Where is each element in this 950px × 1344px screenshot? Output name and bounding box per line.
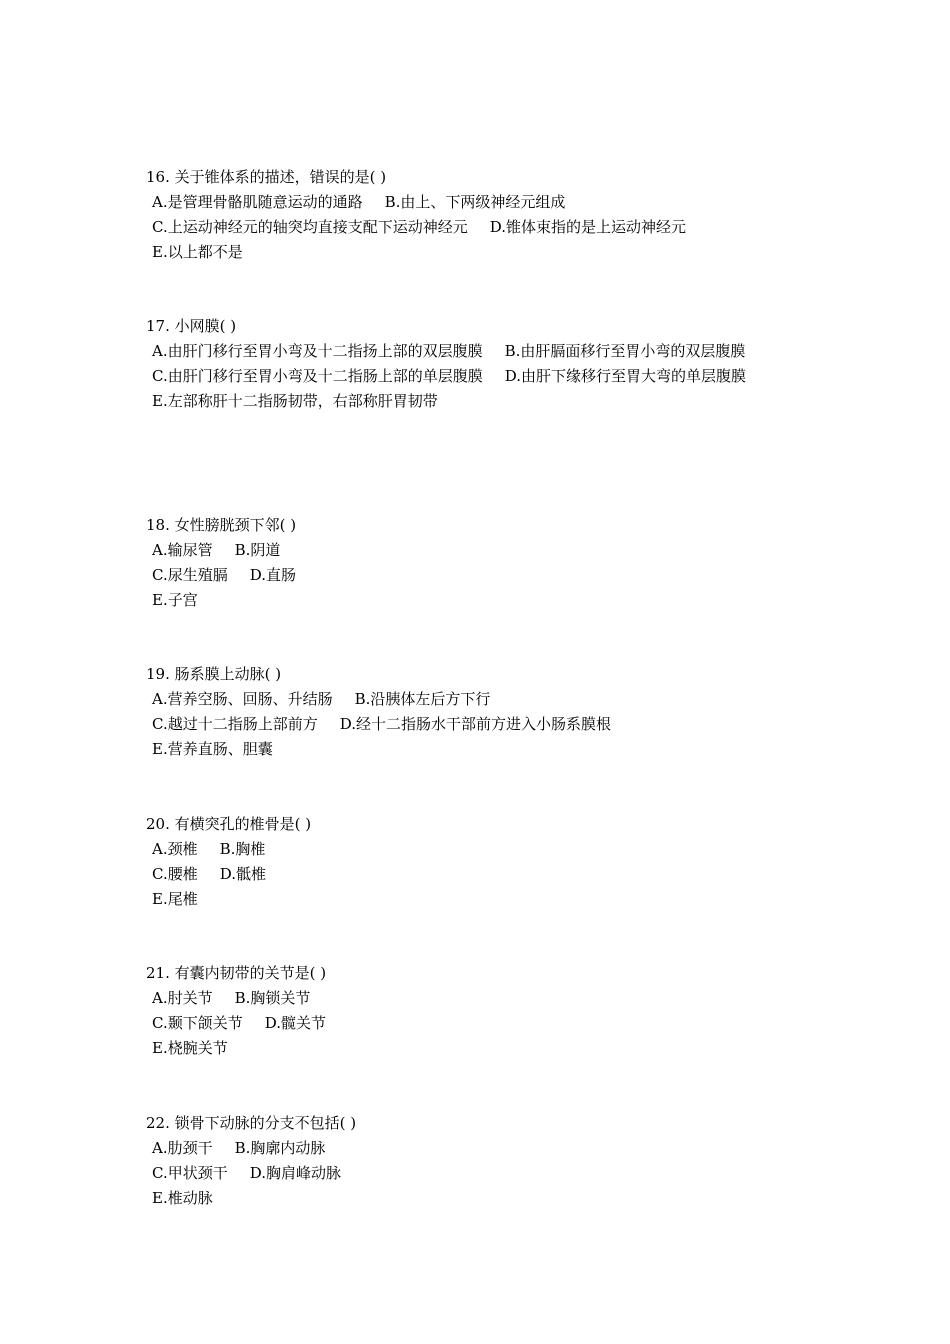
option-b: B.由肝膈面移行至胃小弯的双层腹膜: [504, 342, 746, 360]
option-line: [146, 887, 826, 912]
option-e: E.左部称肝十二指肠韧带，右部称肝胃韧带: [152, 392, 438, 410]
option-b: B.由上、下两级神经元组成: [384, 193, 566, 211]
option-e: E.营养直肠、胆囊: [152, 740, 273, 758]
option-line: [146, 737, 826, 762]
option-c: C.甲状颈干: [152, 1164, 228, 1182]
option-line: [146, 190, 826, 215]
option-b: B.胸椎: [219, 840, 266, 858]
question-17: [146, 314, 826, 414]
option-d: D.经十二指肠水干部前方进入小肠系膜根: [339, 715, 611, 733]
question-18: [146, 513, 826, 613]
option-line: [146, 389, 826, 414]
option-a: A.输尿管: [152, 541, 213, 559]
option-line: [146, 1036, 826, 1061]
option-d: D.胸肩峰动脉: [249, 1164, 341, 1182]
option-line: [146, 837, 826, 862]
option-e: E.尾椎: [152, 890, 198, 908]
option-b: B.沿胰体左后方下行: [354, 690, 491, 708]
question-title: 21. 有囊内韧带的关节是( ): [146, 964, 327, 982]
option-d: D.由肝下缘移行至胃大弯的单层腹膜: [504, 367, 746, 385]
option-c: C.腰椎: [152, 865, 198, 883]
option-c: C.上运动神经元的轴突均直接支配下运动神经元: [152, 218, 468, 236]
option-a: A.由肝门移行至胃小弯及十二指扬上部的双层腹膜: [152, 342, 483, 360]
option-a: A.营养空肠、回肠、升结肠: [152, 690, 333, 708]
option-line: [146, 339, 826, 364]
option-line: [146, 986, 826, 1011]
option-a: A.肋颈干: [152, 1139, 213, 1157]
option-e: E.桡腕关节: [152, 1039, 228, 1057]
question-title: 18. 女性膀胱颈下邻( ): [146, 516, 297, 534]
question-19: [146, 662, 826, 762]
option-b: B.阴道: [234, 541, 281, 559]
option-a: A.颈椎: [152, 840, 198, 858]
option-d: D.锥体束指的是上运动神经元: [489, 218, 686, 236]
option-a: A.是管理骨骼肌随意运动的通路: [152, 193, 363, 211]
option-e: E.以上都不是: [152, 243, 243, 261]
question-title: 20. 有横突孔的椎骨是( ): [146, 815, 312, 833]
option-line: [146, 588, 826, 613]
option-e: E.子宫: [152, 591, 198, 609]
option-c: C.由肝门移行至胃小弯及十二指肠上部的单层腹膜: [152, 367, 483, 385]
option-line: [146, 1136, 826, 1161]
question-title: 22. 锁骨下动脉的分支不包括( ): [146, 1114, 357, 1132]
option-c: C.尿生殖膈: [152, 566, 228, 584]
option-line: [146, 563, 826, 588]
option-line: [146, 712, 826, 737]
option-c: C.颞下颌关节: [152, 1014, 243, 1032]
question-20: [146, 812, 826, 912]
option-a: A.肘关节: [152, 989, 213, 1007]
option-line: [146, 862, 826, 887]
question-title: 16. 关于锥体系的描述，错误的是( ): [146, 168, 387, 186]
option-c: C.越过十二指肠上部前方: [152, 715, 318, 733]
option-b: B.胸廓内动脉: [234, 1139, 326, 1157]
option-line: [146, 538, 826, 563]
option-line: [146, 1161, 826, 1186]
option-line: [146, 1011, 826, 1036]
option-line: [146, 687, 826, 712]
option-line: [146, 215, 826, 240]
question-16: [146, 165, 826, 265]
question-22: [146, 1111, 826, 1211]
option-line: [146, 364, 826, 389]
question-title: 17. 小网膜( ): [146, 317, 237, 335]
option-line: [146, 1186, 826, 1211]
question-title: 19. 肠系膜上动脉( ): [146, 665, 282, 683]
question-21: [146, 961, 826, 1061]
option-b: B.胸锁关节: [234, 989, 311, 1007]
option-d: D.髋关节: [264, 1014, 326, 1032]
option-d: D.直肠: [249, 566, 296, 584]
option-line: [146, 240, 826, 265]
option-e: E.椎动脉: [152, 1189, 213, 1207]
option-d: D.骶椎: [219, 865, 266, 883]
